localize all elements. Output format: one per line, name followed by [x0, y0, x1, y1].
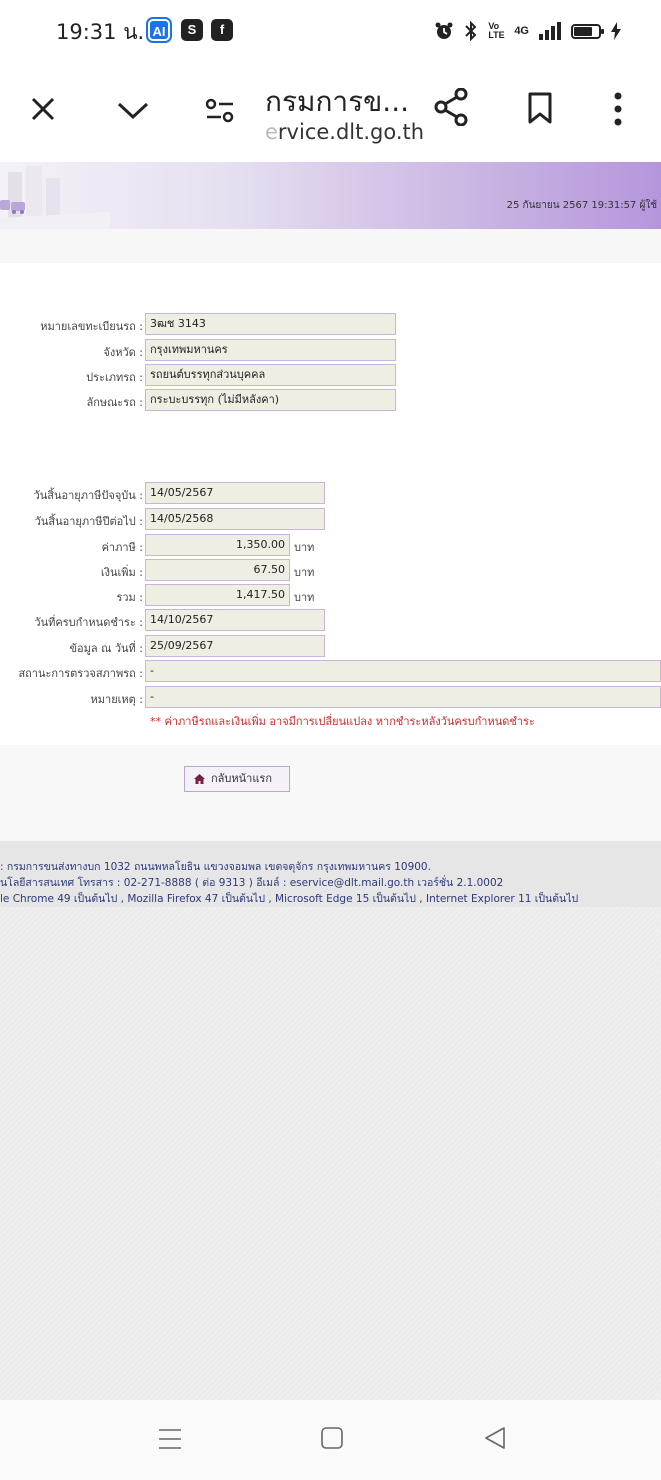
tax-row-total: [0, 584, 661, 606]
recent-apps-icon[interactable]: [158, 1428, 182, 1450]
province-field: กรุงเทพมหานคร: [145, 339, 396, 361]
tax-row-due-date: [0, 609, 661, 631]
tax-row-data-date: [0, 635, 661, 657]
site-footer: [0, 841, 661, 907]
back-nav-icon[interactable]: [484, 1426, 506, 1450]
current-expiry-label: วันสิ้นอายุภาษีปัจจุบัน :: [33, 489, 143, 502]
home-icon: [194, 774, 205, 784]
total-field: 1,417.50: [145, 584, 290, 606]
share-icon[interactable]: [434, 88, 468, 126]
data-date-label: ข้อมูล ณ วันที่ :: [69, 642, 143, 655]
tax-row-fee: [0, 534, 661, 556]
tax-row-next-expiry: [0, 508, 661, 530]
vehicle-row-plate: [0, 313, 661, 335]
footer-address: : กรมการขนส่งทางบก 1032 ถนนพหลโยธิน แขวงจอมพล เขตจตุจักร กรุงเทพมหานคร 10900.: [0, 861, 431, 873]
network-indicator: 4G: [514, 24, 529, 37]
url-text: rvice.dlt.go.th: [277, 120, 425, 144]
menu-bar: [0, 229, 661, 263]
current-expiry-field: 14/05/2567: [145, 482, 325, 504]
plate-field: 3ฒช 3143: [145, 313, 396, 335]
body-type-field: กระบะบรรทุก (ไม่มีหลังคา): [145, 389, 396, 411]
surcharge-label: เงินเพิ่ม :: [100, 566, 143, 579]
vehicle-row-body: [0, 389, 661, 411]
status-bar: [0, 0, 661, 62]
due-date-label: วันที่ครบกำหนดชำระ :: [34, 616, 143, 629]
next-expiry-field: 14/05/2568: [145, 508, 325, 530]
total-label: รวม :: [116, 591, 143, 604]
bookmark-icon[interactable]: [528, 92, 552, 124]
body-type-label: ลักษณะรถ :: [86, 396, 143, 409]
footer-contact: นโลยีสารสนเทศ โทรสาร : 02-271-8888 ( ต่อ 9313 ) อีเมล์ : eservice@dlt.mail.go.th เวอร์ชั่น 2.1.0002: [0, 877, 504, 889]
empty-page-background: [0, 907, 661, 1400]
tax-fee-label: ค่าภาษี :: [101, 541, 143, 554]
vehicle-row-province: [0, 339, 661, 361]
back-home-label: กลับหน้าแรก: [211, 772, 272, 785]
home-nav-icon[interactable]: [320, 1426, 344, 1450]
vehicle-type-label: ประเภทรถ :: [86, 371, 143, 384]
site-header-banner: [0, 162, 661, 229]
header-city-graphic: [0, 162, 110, 229]
back-home-button[interactable]: [184, 766, 290, 792]
inspection-status-label: สถานะการตรวจสภาพรถ :: [18, 667, 143, 680]
remarks-label: หมายเหตุ :: [90, 693, 143, 706]
vehicle-row-type: [0, 364, 661, 386]
browser-toolbar: [0, 62, 661, 162]
facebook-icon: f: [211, 19, 233, 41]
surcharge-field: 67.50: [145, 559, 290, 581]
tax-warning-note: ** ค่าภาษีรถและเงินเพิ่ม อาจมีการเปลี่ยนแปลง หากชำระหลังวันครบกำหนดชำระ: [150, 715, 535, 728]
tax-row-current-expiry: [0, 482, 661, 504]
volte-indicator: Vo LTE: [488, 21, 505, 40]
status-time: 19:31 น.: [56, 20, 145, 44]
tax-fee-field: 1,350.00: [145, 534, 290, 556]
alarm-icon: [434, 21, 454, 41]
header-datetime: 25 กันยายน 2567 19:31:57 ผู้ใช้: [506, 200, 657, 211]
charging-icon: [611, 22, 621, 40]
inspection-status-field: -: [145, 660, 661, 682]
page-title: กรมการข...: [265, 85, 410, 118]
battery-icon: [571, 24, 601, 39]
chevron-down-icon[interactable]: [117, 102, 149, 120]
due-date-field: 14/10/2567: [145, 609, 325, 631]
system-nav-bar: [0, 1400, 661, 1480]
remarks-field: -: [145, 686, 661, 708]
ai-icon: AI: [148, 19, 170, 41]
plate-label: หมายเลขทะเบียนรถ :: [40, 320, 143, 333]
close-icon[interactable]: [30, 96, 56, 122]
province-label: จังหวัด :: [103, 346, 143, 359]
page-url[interactable]: [265, 120, 424, 144]
total-unit: บาท: [294, 591, 315, 604]
url-faded: e: [265, 120, 278, 144]
more-menu-icon[interactable]: [613, 92, 623, 126]
site-settings-icon[interactable]: [205, 98, 235, 124]
s-app-icon: S: [181, 19, 203, 41]
signal-icon: [539, 22, 561, 40]
footer-browser-support: le Chrome 49 เป็นต้นไป , Mozilla Firefox 47 เป็นต้นไป , Microsoft Edge 15 เป็นต้นไป , Internet Explorer 11 เป็นต้นไป: [0, 893, 579, 905]
tax-row-inspection: [0, 660, 661, 682]
tax-row-surcharge: [0, 559, 661, 581]
surcharge-unit: บาท: [294, 566, 315, 579]
tax-fee-unit: บาท: [294, 541, 315, 554]
next-expiry-label: วันสิ้นอายุภาษีปีต่อไป :: [34, 515, 143, 528]
vehicle-type-field: รถยนต์บรรทุกส่วนบุคคล: [145, 364, 396, 386]
status-indicators: [434, 18, 621, 44]
button-area: [0, 745, 661, 841]
bluetooth-icon: [464, 21, 478, 41]
data-date-field: 25/09/2567: [145, 635, 325, 657]
tax-row-remarks: [0, 686, 661, 708]
